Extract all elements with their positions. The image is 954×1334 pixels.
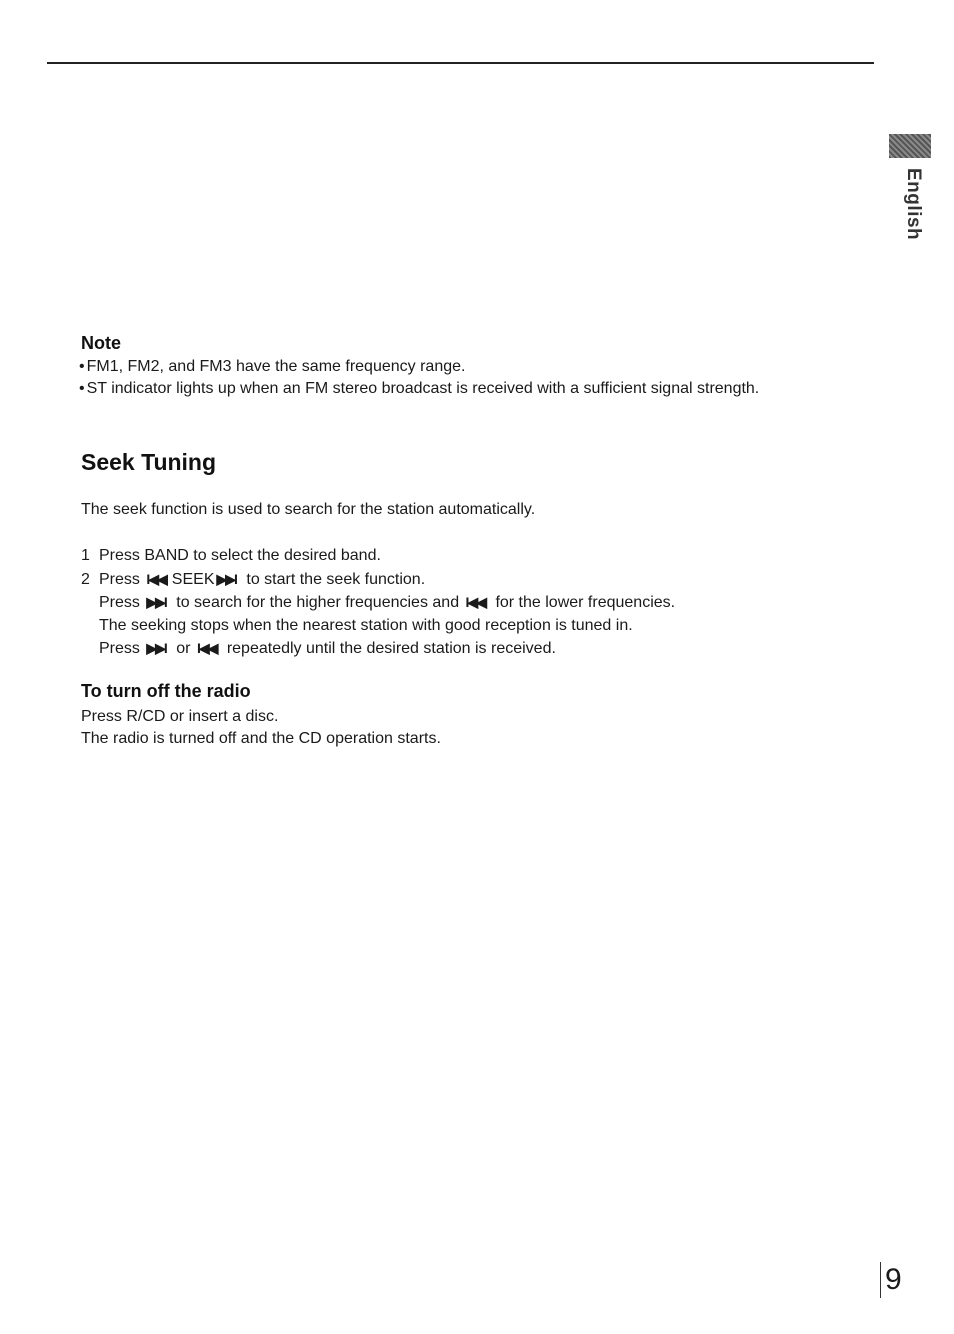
step-number: 1 bbox=[81, 547, 90, 564]
step-1 bbox=[81, 545, 675, 568]
turn-off-text bbox=[81, 706, 441, 750]
step-2-detail-stops: The seeking stops when the nearest station with good reception is tuned in. bbox=[99, 616, 633, 634]
note-item: • FM1, FM2, and FM3 have the same frequency range. bbox=[79, 356, 759, 378]
previous-track-icon: I◀◀ bbox=[465, 594, 485, 610]
turn-off-line: Press R/CD or insert a disc. bbox=[81, 708, 279, 725]
step-2 bbox=[81, 568, 675, 592]
step-text: to start the seek function. bbox=[246, 570, 426, 588]
next-track-icon: ▶▶I bbox=[146, 640, 166, 656]
or-word: or bbox=[176, 640, 191, 657]
language-tab-label: English bbox=[903, 168, 924, 241]
press-word: Press bbox=[99, 570, 140, 588]
next-track-icon: ▶▶I bbox=[146, 594, 166, 610]
seek-steps bbox=[81, 545, 675, 661]
press-word: Press bbox=[99, 640, 140, 657]
step-text: Press BAND to select the desired band. bbox=[99, 547, 381, 564]
seek-label: SEEK bbox=[171, 570, 215, 588]
step-number: 2 bbox=[81, 570, 90, 588]
page-number: 9 bbox=[880, 1262, 902, 1298]
next-track-icon: ▶▶I bbox=[216, 570, 236, 587]
previous-track-icon: I◀◀ bbox=[196, 640, 217, 656]
detail-text: for the lower frequencies. bbox=[495, 594, 676, 611]
note-heading: Note bbox=[81, 333, 121, 353]
detail-text: to search for the higher frequencies and bbox=[176, 594, 460, 611]
note-item: • ST indicator lights up when an FM stereo broadcast is received with a sufficient signal strength. bbox=[79, 378, 759, 400]
note-list bbox=[79, 356, 759, 400]
step-2-detail-higher bbox=[81, 591, 675, 615]
turn-off-heading: To turn off the radio bbox=[81, 681, 251, 701]
press-word: Press bbox=[99, 594, 140, 611]
language-tab-marker bbox=[889, 134, 931, 158]
turn-off-line: The radio is turned off and the CD operation starts. bbox=[81, 730, 441, 747]
section-title: Seek Tuning bbox=[81, 449, 217, 475]
detail-text: repeatedly until the desired station is received. bbox=[226, 640, 556, 657]
top-rule bbox=[47, 62, 874, 64]
seek-intro: The seek function is used to search for the station automatically. bbox=[81, 501, 536, 518]
previous-track-icon: I◀◀ bbox=[146, 570, 166, 587]
step-2-detail-repeat bbox=[81, 637, 675, 661]
